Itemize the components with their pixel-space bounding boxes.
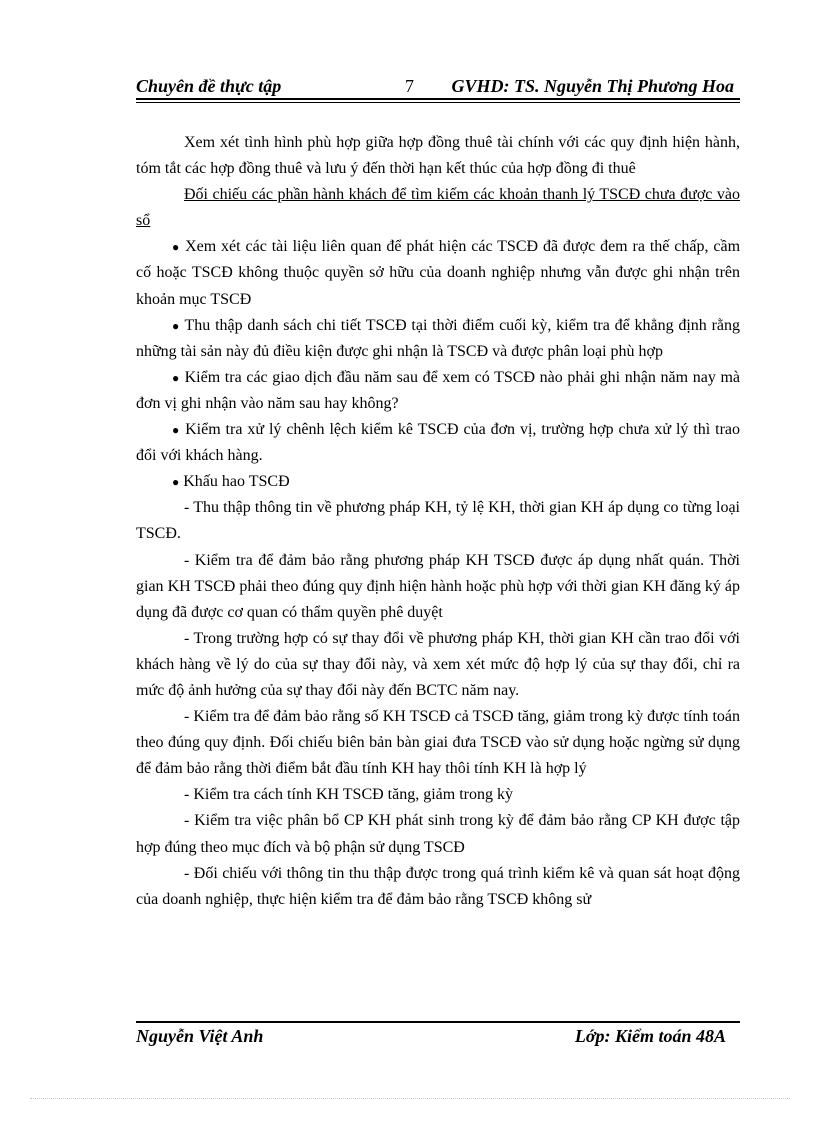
- bullet-text: Khấu hao TSCĐ: [183, 473, 290, 491]
- bullet-paragraph: [136, 417, 740, 469]
- paragraph: Xem xét tình hình phù hợp giữa hợp đồng thuê tài chính với các quy định hiện hành, tóm tắt các hợp đồng thuê và lưu ý đến thời hạn kết thúc của hợp đồng đi thuê: [136, 134, 740, 178]
- body-text: [136, 130, 740, 913]
- bullet-text: Kiểm tra xử lý chênh lệch kiểm kê TSCĐ của đơn vị, trường hợp chưa xử lý thì trao đổi với khách hàng.: [136, 421, 741, 465]
- footer-author: Nguyễn Việt Anh: [136, 1026, 264, 1046]
- bullet-icon: ●: [172, 370, 180, 385]
- bullet-icon: ●: [172, 240, 181, 255]
- bullet-icon: ●: [172, 475, 180, 490]
- bullet-text: Thu thập danh sách chi tiết TSCĐ tại thời điểm cuối kỳ, kiểm tra để khẳng định rằng những tài sản này đủ điều kiện được ghi nhận là TSCĐ và được phân loại phù hợp: [136, 316, 741, 360]
- bullet-paragraph: [136, 469, 740, 495]
- page-boundary-divider: [30, 1098, 790, 1099]
- footer-rule: [136, 1021, 740, 1023]
- bullet-icon: ●: [172, 423, 181, 438]
- dash-paragraph: - Kiểm tra cách tính KH TSCĐ tăng, giảm trong kỳ: [184, 786, 513, 804]
- paragraph-underlined: Đối chiếu các phần hành khách để tìm kiếm các khoản thanh lý TSCĐ chưa được vào sổ: [136, 186, 740, 230]
- page-header: [136, 76, 740, 100]
- footer-class: Lớp: Kiểm toán 48A: [574, 1026, 726, 1046]
- bullet-paragraph: [136, 313, 740, 365]
- dash-paragraph: - Kiểm tra việc phân bổ CP KH phát sinh trong kỳ để đảm bảo rằng CP KH được tập hợp đúng theo mục đích và bộ phận sử dụng TSCĐ: [136, 812, 740, 856]
- header-rule-thick: [136, 98, 740, 100]
- header-rule-thin: [136, 102, 740, 103]
- bullet-paragraph: [136, 365, 740, 417]
- bullet-text: Kiểm tra các giao dịch đầu năm sau để xem có TSCĐ nào phải ghi nhận năm nay mà đơn vị ghi nhận vào năm sau hay không?: [136, 368, 741, 412]
- dash-paragraph: - Kiểm tra để đảm bảo rằng phương pháp KH TSCĐ được áp dụng nhất quán. Thời gian KH TSCĐ phải theo đúng quy định hiện hành hoặc phù hợp với thời gian KH đăng ký áp dụng đã được cơ quan có thẩm quyền phê duyệt: [136, 551, 740, 621]
- bullet-icon: ●: [172, 318, 181, 333]
- page-number: 7: [405, 76, 414, 96]
- bullet-paragraph: [136, 234, 740, 312]
- header-supervisor: GVHD: TS. Nguyễn Thị Phương Hoa: [451, 76, 734, 96]
- header-title: Chuyên đề thực tập: [136, 76, 282, 96]
- dash-paragraph: - Trong trường hợp có sự thay đổi về phương pháp KH, thời gian KH cần trao đổi với khách hàng về lý do của sự thay đổi này, và xem xét mức độ hợp lý của sự thay đổi, chỉ ra mức độ ảnh hưởng của sự thay đổi này đến BCTC năm nay.: [136, 629, 740, 699]
- bullet-text: Xem xét các tài liệu liên quan để phát hiện các TSCĐ đã được đem ra thế chấp, cầm cố hoặc TSCĐ không thuộc quyền sở hữu của doanh nghiệp nhưng vẫn được ghi nhận trên khoản mục TSCĐ: [136, 238, 741, 308]
- dash-paragraph: - Đối chiếu với thông tin thu thập được trong quá trình kiểm kê và quan sát hoạt động của doanh nghiệp, thực hiện kiểm tra để đảm bảo rằng TSCĐ không sử: [136, 864, 740, 908]
- dash-paragraph: - Thu thập thông tin về phương pháp KH, tỷ lệ KH, thời gian KH áp dụng co từng loại TSCĐ.: [136, 499, 740, 543]
- page-footer: [136, 1026, 740, 1050]
- dash-paragraph: - Kiểm tra để đảm bảo rằng số KH TSCĐ cả TSCĐ tăng, giảm trong kỳ được tính toán theo đúng quy định. Đối chiếu biên bản bàn giai đưa TSCĐ vào sử dụng hoặc ngừng sử dụng để đảm bảo rằng thời điểm bắt đầu tính KH hay thôi tính KH là hợp lý: [136, 708, 740, 778]
